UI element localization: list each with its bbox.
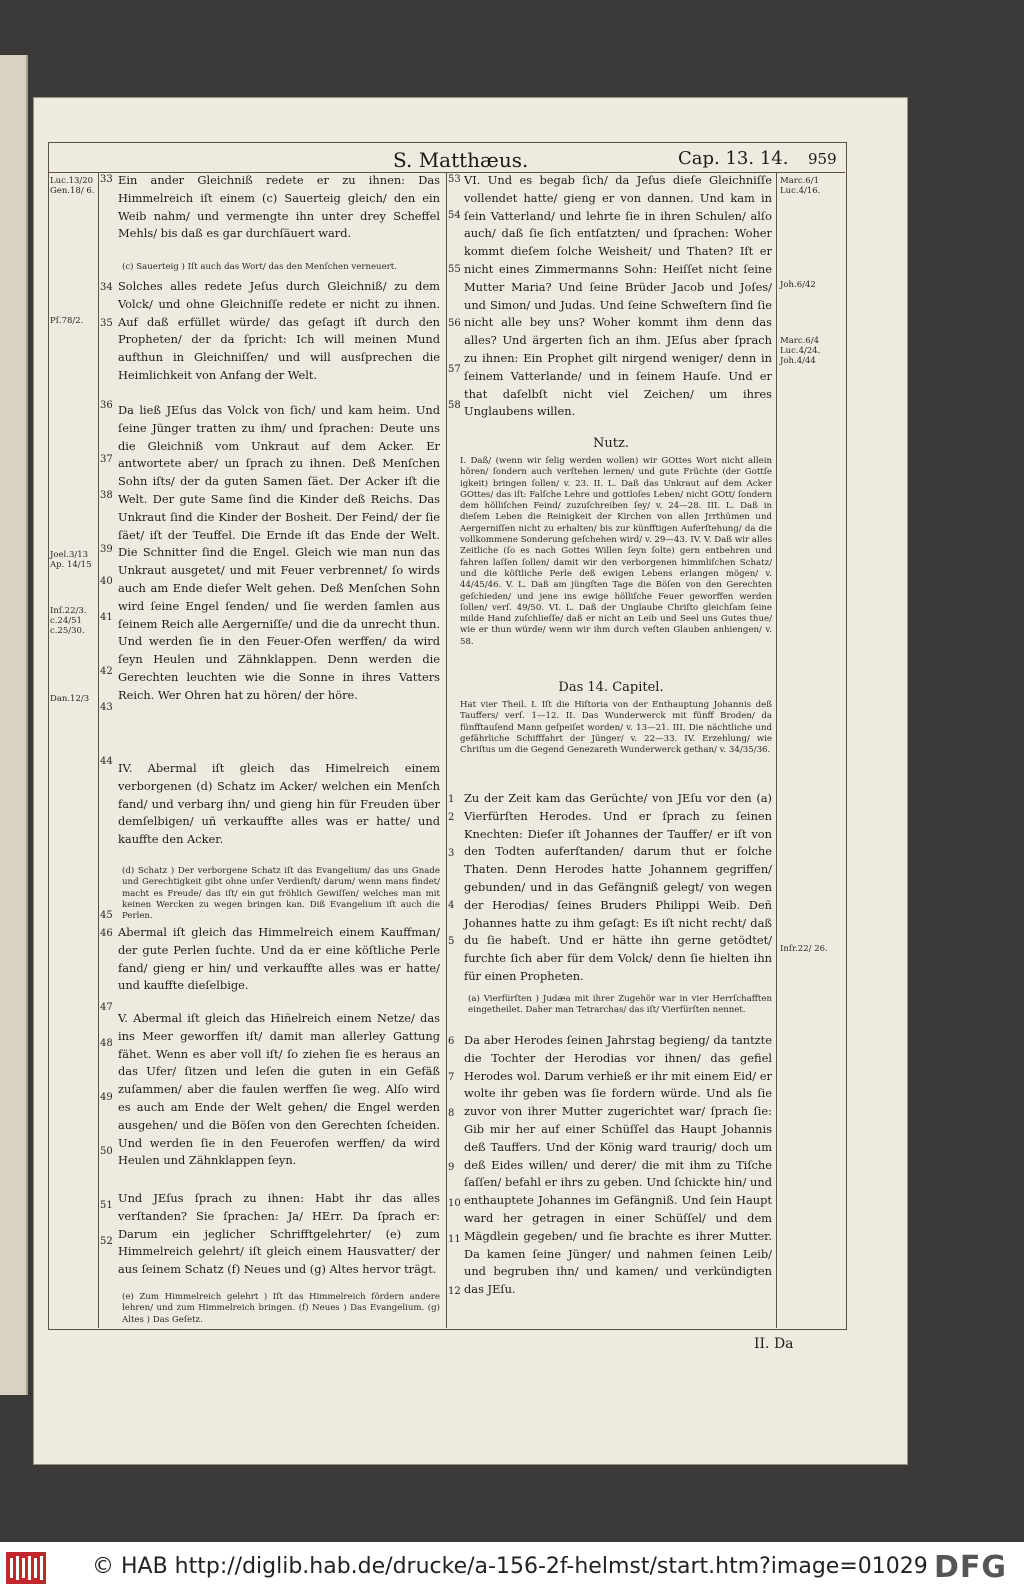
footnote: (e) Zum Himmelreich gelehrt ) Iſt das Himmelreich fördern andere lehren/ und zum Himmelreich bringen. (f) Neues ) Das Evangelium. (g) Altes ) Das Geſetz. [122, 1292, 440, 1325]
dfg-logo: DFG [934, 1550, 1008, 1585]
verse-number: 12 [448, 1286, 461, 1297]
previous-page-edge [0, 55, 28, 1395]
verse-number: 56 [448, 318, 461, 329]
chapter-heading: Das 14. Capitel. [558, 680, 664, 695]
hab-logo-icon [6, 1552, 46, 1584]
chapter-indicator: Cap. 13. 14. [678, 148, 789, 169]
page-number: 959 [808, 150, 837, 168]
verse-number: 11 [448, 1234, 461, 1245]
footer-bar [0, 1542, 1024, 1596]
verse-number: 50 [100, 1146, 113, 1157]
verse-number: 36 [100, 400, 113, 411]
verse-number: 52 [100, 1236, 113, 1247]
verse-text: V. Abermal iſt gleich das Hiñelreich einem Netze/ das ins Meer geworffen iſt/ damit man allerley Gattung fähet. Wenn es aber voll iſt/ ſo ziehen ſie es heraus an das Ufer/ ſitzen und leſen die guten in ein Gefäß zuſammen/ aber die faulen werffen ſie weg. Alſo wird es auch am Ende der Welt gehen/ die Engel werden ausgehen/ und die Böſen von den Gerechten ſcheiden. Und werden ſie in den Feuerofen werffen/ da wird Heulen und Zähnklappen ſeyn. [118, 1011, 440, 1168]
verse-number: 46 [100, 928, 113, 939]
chapter-summary: Hat vier Theil. I. Iſt die Hiſtoria von der Enthauptung Johannis deß Tauffers/ verſ. 1—12. II. Das Wunderwerck mit fünff Broden/ da fünfftauſend Mann geſpeiſet worden/ v. 13—21. III. Die nächtliche und gefährliche Schifffahrt der Jünger/ v. 22—33. IV. Erzehlung/ wie Chriſtus um die Gegend Genezareth Wunderwerck gethan/ v. 34/35/36. [460, 700, 772, 756]
running-header [48, 142, 845, 173]
margin-ref: Luc.13/20 Gen.18/ 6. [50, 176, 95, 196]
nutz-text: I. Daß/ (wenn wir ſelig werden wollen) wir GOttes Wort nicht allein hören/ ſondern auch verſtehen lernen/ und gute Früchte (der Gottſe igkeit) bringen ſollen/ v. 23. II. L. Daß das Unkraut auf dem Acker GOttes/ das iſt: Falſche Lehre und gottloſes Leben/ nicht GOtt/ ſondern dem hölliſchen Feind/ zuzuſchreiben ſey/ v. 24—28. III. L. Daß in dieſem Leben die Reinigkeit der Kirchen von allen Jrrthümen und Aergerniſſen nicht zu erhalten/ bis zur künfftigen Auferſtehung/ da die vollkommene Sonderung geſchehen wird/ v. 29—43. IV. V. Daß wir alles Zeitliche (ſo es nach Gottes Willen ſeyn ſolte) gern entbehren und fahren laſſen ſollen/ damit wir den verborgenen himmliſchen Schatz/ und die köſtliche Perle deß ewigen Lebens erlangen mögen/ v. 44/45/46. V. L. Daß am jüngſten Tage die Böſen von den Gerechten geſchieden/ und jene ins ewige hölliſche Feuer geworffen werden ſollen/ verſ. 49/50. VI. L. Daß der Unglaube Chriſto gleichſam ſeine milde Hand zuſchlieſſe/ daß er nicht an Leib und Seel uns Gutes thue/ wie er thun würde/ wenn wir ihm durch veſten Glauben anhiengen/ v. 58. [460, 456, 772, 647]
margin-ref: Dan.12/3 [50, 694, 90, 704]
verse-number: 6 [448, 1036, 455, 1047]
verse-number: 39 [100, 544, 113, 555]
verse-number: 2 [448, 812, 455, 823]
verse-text: Da ließ JEſus das Volck von ſich/ und kam heim. Und ſeine Jünger tratten zu ihm/ und ſprachen: Deute uns die Gleichniß vom Unkraut auf dem Acker. Er antwortete aber/ un ſprach zu ihnen. Deß Menſchen Sohn iſts/ der da guten Samen ſäet. Der Acker iſt die Welt. Der gute Same ſind die Kinder deß Reichs. Das Unkraut ſind die Kinder der Bosheit. Der Feind/ der ſie ſäet/ iſt der Teuffel. Die Ernde iſt das Ende der Welt. Die Schnitter ſind die Engel. Gleich wie man nun das Unkraut ausgetet/ und mit Feuer verbrennet/ ſo wirds auch am Ende dieſer Welt gehen. Deß Menſchen Sohn wird ſeine Engel ſenden/ und ſie werden ſamlen aus ſeinem Reich alle Aergerniſſe/ und die da unrecht thun. Und werden ſie in den Feuer-Ofen werffen/ da wird ſeyn Heulen und Zähnklappen. Denn werden die Gerechten leuchten wie die Sonne in ihres Vatters Reich. Wer Ohren hat zu hören/ der höre. [118, 403, 440, 702]
verse-number: 45 [100, 910, 113, 921]
verse-number: 37 [100, 454, 113, 465]
verse-number: 9 [448, 1162, 455, 1173]
verse-number: 48 [100, 1038, 113, 1049]
margin-ref: Marc.6/1 Luc.4/16. [780, 176, 821, 196]
verse-text: Solches alles redete Jeſus durch Gleichniß/ zu dem Volck/ und ohne Gleichniſſe redete er nicht zu ihnen. Auf daß erfüllet würde/ das geſagt iſt durch den Propheten/ der da ſpricht: Ich will meinen Mund aufthun in Gleichniſſen/ und will ausſprechen die Heimlichkeit von Anfang der Welt. [118, 279, 440, 382]
verse-number: 10 [448, 1198, 461, 1209]
verse-text: Zu der Zeit kam das Gerüchte/ von JEſu vor den (a) Vierfürſten Herodes. Und er ſprach zu ſeinen Knechten: Dieſer iſt Johannes der Tauffer/ er iſt von den Todten auferſtanden/ darum thut er ſolche Thaten. Denn Herodes hatte Johannem gegriffen/ gebunden/ und in das Gefängniß gelegt/ von wegen der Herodias/ ſeines Bruders Philippi Weib. Deñ Johannes hatte zu ihm geſagt: Es iſt nicht recht/ daß du ſie habeſt. Und er hätte ihn gerne getödtet/ furchte ſich aber für dem Volck/ denn ſie hielten ihn für einen Propheten. [464, 791, 772, 983]
verse-number: 58 [448, 400, 461, 411]
footnote: (a) Vierfürſten ) Judæa mit ihrer Zugehör war in vier Herrſchafften eingetheilet. Daher man Tetrarchas/ das iſt/ Vierfürſten nennet. [468, 994, 772, 1016]
nutz-heading: Nutz. [593, 436, 629, 451]
verse-number: 34 [100, 282, 113, 293]
verse-number: 57 [448, 364, 461, 375]
left-text-column [98, 172, 447, 1328]
verse-text: Da aber Herodes ſeinen Jahrstag begieng/ da tantzte die Tochter der Herodias vor ihnen/ das gefiel Herodes wol. Darum verhieß er ihr mit einem Eid/ er wolte ihr geben was ſie fordern würde. Und als ſie zuvor von ihrer Mutter zugerichtet war/ ſprach ſie: Gib mir her auf einer Schüſſel das Haupt Johannis deß Tauffers. Und der König ward traurig/ doch um deß Eides willen/ und derer/ die mit ihm zu Tiſche ſaſſen/ befahl er ihrs zu geben. Und ſchickte hin/ und enthauptete Johannes im Gefängniß. Und ſein Haupt ward her getragen in einer Schüſſel/ und dem Mägdlein gegeben/ und ſie brachte es ihrer Mutter. Da kamen ſeine Jünger/ und nahmen ſeinen Leib/ und begruben ihn/ und kamen/ und verkündigten das JEſu. [464, 1033, 772, 1297]
catchword: II. Da [754, 1336, 794, 1352]
right-margin-column [776, 172, 845, 1328]
verse-text: IV. Abermal iſt gleich das Himelreich einem verborgenen (d) Schatz im Acker/ welchen ein Menſch fand/ und verbarg ihn/ und gieng hin für Freuden über demſelbigen/ uñ verkauffte alles was er hatte/ und kauffte den Acker. [118, 761, 440, 847]
verse-number: 33 [100, 174, 113, 185]
verse-number: 49 [100, 1092, 113, 1103]
verse-number: 7 [448, 1072, 455, 1083]
verse-number: 54 [448, 210, 461, 221]
verse-number: 38 [100, 490, 113, 501]
verse-number: 1 [448, 794, 455, 805]
right-text-column [446, 172, 777, 1328]
verse-number: 42 [100, 666, 113, 677]
verse-number: 5 [448, 936, 455, 947]
verse-number: 4 [448, 900, 455, 911]
copyright-url[interactable]: © HAB http://diglib.hab.de/drucke/a-156-2f-helmst/start.htm?image=01029 [92, 1554, 928, 1579]
running-title: S. Matthæus. [393, 148, 529, 172]
margin-ref: Joh.6/42 [780, 280, 816, 290]
verse-number: 8 [448, 1108, 455, 1119]
footnote: (d) Schatz ) Der verborgene Schatz iſt das Evangelium/ das uns Gnade und Gerechtigkeit gibt ohne unſer Verdienſt/ darum/ wenn mans findet/ macht es Freude/ das iſt/ ein gut fröhlich Gewiſſen/ welches man mit keinen Wercken zu wegen bringen kan. Diß Evangelium iſt auch die Perlen. [122, 866, 440, 922]
verse-number: 40 [100, 576, 113, 587]
margin-ref: Marc.6/4 Luc.4/24. Joh.4/44 [780, 336, 821, 366]
margin-ref: Joel.3/13 Ap. 14/15 [50, 550, 92, 570]
verse-text: Und JEſus ſprach zu ihnen: Habt ihr das alles verſtanden? Sie ſprachen: Ja/ HErr. Da ſprach er: Darum ein jeglicher Schrifftgelehrter/ (e) zum Himmelreich gelehrt/ iſt gleich einem Hausvatter/ der aus ſeinem Schatz (f) Neues und (g) Altes hervor trägt. [118, 1191, 440, 1277]
verse-number: 3 [448, 848, 455, 859]
verse-number: 41 [100, 612, 113, 623]
margin-ref: Pſ.78/2. [50, 316, 84, 326]
verse-number: 53 [448, 174, 461, 185]
verse-text: Abermal iſt gleich das Himmelreich einem Kauffman/ der gute Perlen ſuchte. Und da er eine köſtliche Perle fand/ gieng er hin/ und verkauffte alles was er hatte/ und kauffte dieſelbige. [118, 925, 440, 993]
footnote: (c) Sauerteig ) Iſt auch das Wort/ das den Menſchen verneuert. [122, 262, 397, 272]
left-margin-column [48, 172, 99, 1328]
verse-number: 43 [100, 702, 113, 713]
margin-ref: Inſr.22/ 26. [780, 944, 828, 954]
verse-text: Ein ander Gleichniß redete er zu ihnen: Das Himmelreich iſt einem (c) Sauerteig gleich/ den ein Weib nahm/ und vermengte ihn unter drey Scheffel Mehls/ bis daß es gar durchſäuert ward. [118, 173, 440, 241]
book-page [34, 98, 907, 1464]
verse-number: 44 [100, 756, 113, 767]
margin-ref: Inſ.22/3. c.24/51 c.25/30. [50, 606, 87, 636]
verse-number: 47 [100, 1002, 113, 1013]
verse-number: 51 [100, 1200, 113, 1211]
verse-number: 55 [448, 264, 461, 275]
verse-number: 35 [100, 318, 113, 329]
verse-text: VI. Und es begab ſich/ da Jeſus dieſe Gleichniſſe vollendet hatte/ gieng er von dannen. Und kam in ſein Vatterland/ und lehrte ſie in ihren Schulen/ alſo auch/ daß ſie ſich entſatzten/ und ſprachen: Woher kommt dieſem ſolche Weisheit/ und Thaten? Iſt er nicht eines Zimmermanns Sohn: Heiſſet nicht ſeine Mutter Maria? Und ſeine Brüder Jacob und Joſes/ und Simon/ und Judas. Und ſeine Schweſtern ſind ſie nicht alle bey uns? Woher kommt ihm denn das alles? Und ärgerten ſich an ihm. JEſus aber ſprach zu ihnen: Ein Prophet gilt nirgend weniger/ denn in ſeinem Vatterlande/ und in ſeinem Hauſe. Und er that daſelbſt nicht viel Zeichen/ um ihres Unglaubens willen. [464, 173, 772, 419]
